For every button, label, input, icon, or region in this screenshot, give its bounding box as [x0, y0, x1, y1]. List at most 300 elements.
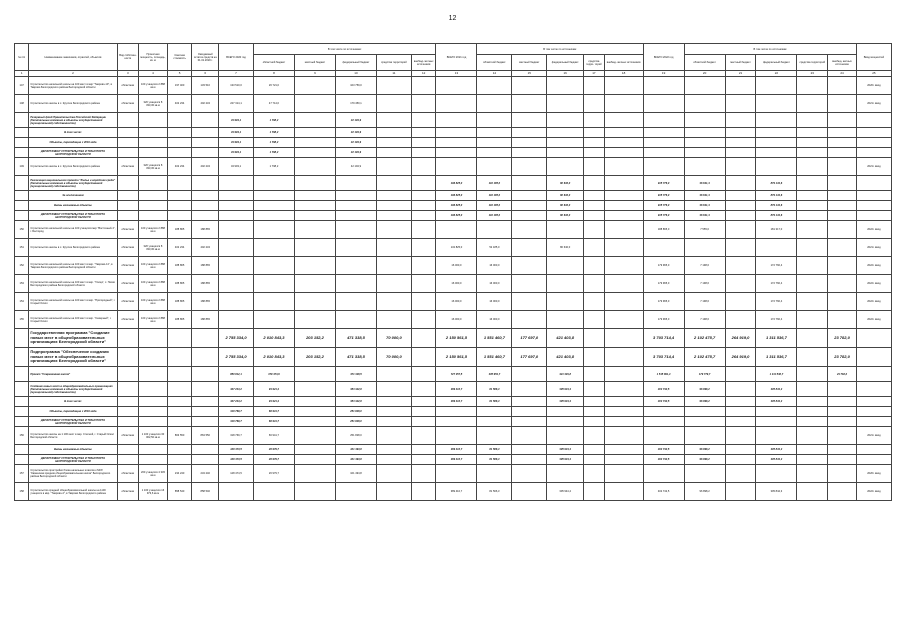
territory-2021-cell: [584, 427, 605, 445]
commissioning-cell: [856, 455, 891, 465]
regional-2021-cell: 81 566,3: [477, 382, 512, 397]
ownership-cell: [117, 348, 139, 367]
commissioning-cell: [856, 445, 891, 455]
expected-balance-cell: [192, 191, 219, 201]
estimated-cost-cell: 197 400: [167, 77, 192, 95]
ownership-cell: областная: [117, 465, 139, 483]
estimated-cost-cell: 188 865: [167, 293, 192, 311]
ownership-cell: [117, 113, 139, 128]
federal-2022-cell: 305 844,3: [756, 455, 797, 465]
regional-2020-cell: [253, 275, 294, 293]
object-name-cell: Строительство начальной школы на 100 мест в мкр. "Пригородный", г. Старый Оскол: [29, 293, 117, 311]
local-2020-cell: [294, 397, 335, 407]
header-extra-2020: внебюд- жетных источников: [411, 55, 436, 71]
territory-2022-cell: [797, 148, 828, 158]
estimated-cost-cell: [167, 211, 192, 221]
table-row: [15, 138, 892, 148]
commissioning-cell: [856, 176, 891, 191]
territory-2022-cell: [797, 221, 828, 239]
territory-2022-cell: [797, 311, 828, 329]
territory-2022-cell: [797, 239, 828, 257]
regional-2021-cell: 81 566,3: [477, 483, 512, 501]
estimated-cost-cell: [167, 191, 192, 201]
extra-2021-cell: [604, 367, 643, 382]
commissioning-cell: [856, 367, 891, 382]
regional-2022-cell: 96 898,2: [684, 483, 725, 501]
local-2020-cell: [294, 427, 335, 445]
local-2020-cell: [294, 95, 335, 113]
table-row: [15, 407, 892, 417]
capacity-cell: 100 учащихся 2 888 кв.м: [139, 221, 168, 239]
extra-2020-cell: [411, 77, 436, 95]
total-2022-cell: 179 965,0: [643, 275, 684, 293]
federal-2021-cell: [547, 465, 584, 483]
regional-2022-cell: 7 555,0: [684, 221, 725, 239]
row-number-cell: 153: [15, 275, 29, 293]
total-2022-cell: 403 742,5: [643, 397, 684, 407]
header-federal-2022: федеральный бюджет: [756, 55, 797, 71]
local-2020-cell: [294, 455, 335, 465]
commissioning-cell: 2022г. ввод: [856, 275, 891, 293]
table-body: [15, 71, 892, 501]
federal-2022-cell: [756, 465, 797, 483]
federal-2021-cell: 305 944,4: [547, 445, 584, 455]
extra-2022-cell: [828, 483, 857, 501]
column-number: 7: [219, 71, 254, 77]
total-2020-cell: [219, 211, 254, 221]
territory-2020-cell: [376, 95, 411, 113]
capacity-cell: [139, 348, 168, 367]
local-2020-cell: [294, 293, 335, 311]
regional-2022-cell: [684, 417, 725, 427]
commissioning-cell: [856, 348, 891, 367]
extra-2021-cell: [604, 148, 643, 158]
local-2022-cell: [725, 275, 756, 293]
extra-2022-cell: [828, 239, 857, 257]
federal-2021-cell: 305 944,4: [547, 455, 584, 465]
extra-2022-cell: [828, 158, 857, 176]
extra-2022-cell: [828, 148, 857, 158]
column-number: 13: [436, 71, 477, 77]
regional-2020-cell: 2 010 843,3: [253, 348, 294, 367]
total-2020-cell: 318 769,7: [219, 417, 254, 427]
extra-2022-cell: [828, 382, 857, 397]
federal-2022-cell: 1 311 536,7: [756, 348, 797, 367]
ownership-cell: областная: [117, 95, 139, 113]
column-number: 4: [139, 71, 168, 77]
regional-2022-cell: [684, 239, 725, 257]
federal-2022-cell: 172 766,4: [756, 311, 797, 329]
capacity-cell: [139, 128, 168, 138]
federal-2021-cell: [547, 293, 584, 311]
federal-2022-cell: [756, 427, 797, 445]
column-number: 16: [547, 71, 584, 77]
local-2021-cell: [512, 257, 547, 275]
local-2020-cell: 203 152,2: [294, 329, 335, 348]
object-name-cell: Вновь начинаемые объекты: [29, 201, 117, 211]
commissioning-cell: 2022г. ввод: [856, 311, 891, 329]
expected-balance-cell: 402 234: [192, 95, 219, 113]
table-row: [15, 191, 892, 201]
federal-2020-cell: 251 828,0: [335, 427, 376, 445]
regional-2022-cell: 36 631,4: [684, 201, 725, 211]
extra-2020-cell: [411, 367, 436, 382]
territory-2020-cell: [376, 445, 411, 455]
expected-balance-cell: 133 510: [192, 77, 219, 95]
capacity-cell: [139, 201, 168, 211]
regional-2022-cell: 7 198,6: [684, 293, 725, 311]
object-name-cell: Строительство школы в с. Круглое Белгородского района: [29, 239, 117, 257]
federal-2020-cell: [335, 211, 376, 221]
territory-2022-cell: [797, 455, 828, 465]
extra-2021-cell: [604, 211, 643, 221]
federal-2020-cell: [335, 176, 376, 191]
expected-balance-cell: [192, 201, 219, 211]
extra-2020-cell: [411, 382, 436, 397]
header-local-2022: местный бюджет: [725, 55, 756, 71]
regional-2020-cell: 93 921,4: [253, 397, 294, 407]
object-name-cell: ДЕПАРТАМЕНТ СТРОИТЕЛЬСТВА И ТРАНСПОРТА БЕЛГОРОДСКОЙ ОБЛАСТИ: [29, 455, 117, 465]
total-2021-cell: [436, 128, 477, 138]
extra-2022-cell: [828, 138, 857, 148]
total-2021-cell: 132 825,0: [436, 239, 477, 257]
extra-2020-cell: [411, 158, 436, 176]
federal-2020-cell: [335, 275, 376, 293]
total-2020-cell: 447 244,2: [219, 382, 254, 397]
federal-2022-cell: 305 844,3: [756, 483, 797, 501]
local-2020-cell: [294, 113, 335, 128]
extra-2021-cell: [604, 257, 643, 275]
territory-2021-cell: [584, 77, 605, 95]
local-2022-cell: [725, 201, 756, 211]
local-2021-cell: [512, 138, 547, 148]
estimated-cost-cell: [167, 407, 192, 417]
capacity-cell: [139, 113, 168, 128]
federal-2021-cell: [547, 275, 584, 293]
regional-2020-cell: 1 798,2: [253, 158, 294, 176]
ownership-cell: [117, 367, 139, 382]
capacity-cell: 200 учащихся 4 345 кв.м: [139, 465, 168, 483]
total-2022-cell: [643, 128, 684, 138]
header-sources-2022: В том числе по источникам:: [684, 44, 856, 55]
local-2020-cell: [294, 417, 335, 427]
expected-balance-cell: 188 865: [192, 275, 219, 293]
column-number: 12: [411, 71, 436, 77]
regional-2020-cell: [253, 201, 294, 211]
total-2021-cell: 2 150 561,5: [436, 329, 477, 348]
federal-2021-cell: [547, 158, 584, 176]
federal-2022-cell: 305 844,3: [756, 445, 797, 455]
header-input: Ввод мощностей: [856, 44, 891, 71]
header-sources-2021: В том числе по источникам:: [477, 44, 643, 55]
territory-2020-cell: [376, 201, 411, 211]
local-2021-cell: 177 697,0: [512, 329, 547, 348]
expected-balance-cell: 188 865: [192, 257, 219, 275]
capacity-cell: 320 учащихся 8 333,30 кв.м: [139, 158, 168, 176]
local-2021-cell: [512, 311, 547, 329]
header-regional-2020: областной бюджет: [253, 55, 294, 71]
object-name-cell: Объекты, переходящие с 2019 года: [29, 138, 117, 148]
total-2022-cell: 915 776,0: [643, 201, 684, 211]
local-2020-cell: 203 152,2: [294, 348, 335, 367]
local-2021-cell: [512, 95, 547, 113]
regional-2021-cell: [477, 113, 512, 128]
total-2022-cell: 403 742,5: [643, 382, 684, 397]
column-number: 19: [643, 71, 684, 77]
local-2020-cell: [294, 201, 335, 211]
territory-2022-cell: [797, 397, 828, 407]
estimated-cost-cell: 188 865: [167, 257, 192, 275]
extra-2021-cell: [604, 239, 643, 257]
total-2021-cell: 389 410,7: [436, 483, 477, 501]
local-2022-cell: [725, 397, 756, 407]
federal-2020-cell: 42 194,9: [335, 128, 376, 138]
extra-2021-cell: [604, 382, 643, 397]
extra-2021-cell: [604, 191, 643, 201]
total-2022-cell: 3 703 714,4: [643, 329, 684, 348]
commissioning-cell: [856, 138, 891, 148]
total-2021-cell: 389 410,7: [436, 397, 477, 407]
table-row: [15, 221, 892, 239]
estimated-cost-cell: [167, 113, 192, 128]
row-number-cell: [15, 138, 29, 148]
table-row: [15, 148, 892, 158]
row-number-cell: [15, 455, 29, 465]
expected-balance-cell: 402 234: [192, 239, 219, 257]
header-local-2020: местный бюджет: [294, 55, 335, 71]
object-name-cell: Вновь начинаемые объекты: [29, 445, 117, 455]
total-2020-cell: [219, 191, 254, 201]
regional-2020-cell: 1 798,2: [253, 113, 294, 128]
row-number-cell: [15, 445, 29, 455]
object-name-cell: ДЕПАРТАМЕНТ СТРОИТЕЛЬСТВА И ТРАНСПОРТА БЕЛГОРОДСКОЙ ОБЛАСТИ: [29, 417, 117, 427]
territory-2021-cell: [584, 191, 605, 201]
regional-2021-cell: 81 566,3: [477, 455, 512, 465]
commissioning-cell: 2020г. ввод: [856, 465, 891, 483]
header-ownership: Вид собствен- ности: [117, 44, 139, 71]
territory-2022-cell: [797, 407, 828, 417]
regional-2022-cell: 2 102 475,7: [684, 329, 725, 348]
table-row: [15, 95, 892, 113]
header-territory-2021: средства терри- торий: [584, 55, 605, 71]
total-2022-cell: 915 776,0: [643, 191, 684, 201]
federal-2022-cell: [756, 148, 797, 158]
ownership-cell: [117, 417, 139, 427]
column-number: 20: [684, 71, 725, 77]
estimated-cost-cell: 402 234: [167, 158, 192, 176]
ownership-cell: [117, 397, 139, 407]
regional-2022-cell: 7 198,6: [684, 311, 725, 329]
federal-2021-cell: 80 640,0: [547, 239, 584, 257]
commissioning-cell: [856, 407, 891, 417]
investment-table: [14, 43, 892, 501]
total-2020-cell: 133 510,0: [219, 77, 254, 95]
federal-2020-cell: 42 194,9: [335, 138, 376, 148]
expected-balance-cell: [192, 397, 219, 407]
local-2022-cell: [725, 148, 756, 158]
territory-2022-cell: [797, 191, 828, 201]
extra-2021-cell: [604, 138, 643, 148]
local-2021-cell: [512, 293, 547, 311]
territory-2021-cell: [584, 329, 605, 348]
regional-2020-cell: [253, 176, 294, 191]
territory-2022-cell: [797, 427, 828, 445]
territory-2020-cell: [376, 483, 411, 501]
column-number: 24: [828, 71, 857, 77]
territory-2022-cell: [797, 382, 828, 397]
total-2020-cell: 43 993,1: [219, 128, 254, 138]
total-2022-cell: [643, 417, 684, 427]
estimated-cost-cell: 402 234: [167, 95, 192, 113]
local-2022-cell: [725, 257, 756, 275]
commissioning-cell: 2022г. ввод: [856, 293, 891, 311]
federal-2020-cell: [335, 257, 376, 275]
estimated-cost-cell: [167, 329, 192, 348]
federal-2020-cell: 103 759,0: [335, 77, 376, 95]
regional-2022-cell: 179 779,7: [684, 367, 725, 382]
extra-2021-cell: [604, 427, 643, 445]
total-2022-cell: [643, 138, 684, 148]
ownership-cell: областная: [117, 293, 139, 311]
federal-2021-cell: [547, 77, 584, 95]
expected-balance-cell: 858 540: [192, 483, 219, 501]
table-row: [15, 348, 892, 367]
total-2020-cell: [219, 176, 254, 191]
capacity-cell: [139, 455, 168, 465]
ownership-cell: [117, 176, 139, 191]
total-2022-cell: [643, 113, 684, 128]
regional-2020-cell: [253, 191, 294, 201]
extra-2021-cell: [604, 455, 643, 465]
regional-2020-cell: 1 798,2: [253, 128, 294, 138]
federal-2020-cell: 42 194,9: [335, 113, 376, 128]
capacity-cell: [139, 445, 168, 455]
local-2020-cell: [294, 445, 335, 455]
regional-2020-cell: 26 721,0: [253, 77, 294, 95]
territory-2020-cell: [376, 465, 411, 483]
column-number: 5: [167, 71, 192, 77]
total-2022-cell: [643, 148, 684, 158]
object-name-cell: В том числе:: [29, 128, 117, 138]
territory-2021-cell: [584, 417, 605, 427]
territory-2020-cell: [376, 239, 411, 257]
federal-2020-cell: [335, 221, 376, 239]
regional-2020-cell: 379 473,6: [253, 367, 294, 382]
local-2022-cell: [725, 77, 756, 95]
regional-2022-cell: [684, 465, 725, 483]
territory-2020-cell: [376, 397, 411, 407]
ownership-cell: областная: [117, 77, 139, 95]
total-2020-cell: 128 474,5: [219, 465, 254, 483]
federal-2022-cell: [756, 417, 797, 427]
row-number-cell: 158: [15, 483, 29, 501]
extra-2020-cell: [411, 348, 436, 367]
territory-2022-cell: [797, 113, 828, 128]
row-number-cell: [15, 128, 29, 138]
extra-2021-cell: [604, 176, 643, 191]
total-2020-cell: 2 755 334,0: [219, 348, 254, 367]
expected-balance-cell: [192, 113, 219, 128]
total-2022-cell: 1 515 891,4: [643, 367, 684, 382]
extra-2020-cell: [411, 483, 436, 501]
ownership-cell: [117, 455, 139, 465]
estimated-cost-cell: 234 240: [167, 465, 192, 483]
ownership-cell: областная: [117, 275, 139, 293]
column-number: 10: [335, 71, 376, 77]
territory-2021-cell: [584, 176, 605, 191]
row-number-cell: [15, 191, 29, 201]
extra-2022-cell: [828, 113, 857, 128]
commissioning-cell: [856, 397, 891, 407]
total-2020-cell: 43 993,1: [219, 138, 254, 148]
extra-2022-cell: [828, 77, 857, 95]
federal-2021-cell: [547, 138, 584, 148]
regional-2021-cell: 1 551 460,7: [477, 348, 512, 367]
row-number-cell: 155: [15, 311, 29, 329]
regional-2022-cell: 7 198,6: [684, 275, 725, 293]
column-number: 9: [294, 71, 335, 77]
page-number: 12: [448, 15, 457, 22]
capacity-cell: 100 учащихся 2 888 кв.м: [139, 77, 168, 95]
extra-2020-cell: [411, 397, 436, 407]
total-2020-cell: [219, 221, 254, 239]
local-2022-cell: [725, 176, 756, 191]
table-row: [15, 483, 892, 501]
regional-2021-cell: [477, 417, 512, 427]
commissioning-cell: 2021г. ввод: [856, 158, 891, 176]
total-2021-cell: [436, 221, 477, 239]
regional-2022-cell: 36 631,4: [684, 176, 725, 191]
total-2020-cell: [219, 483, 254, 501]
federal-2020-cell: 251 828,0: [335, 417, 376, 427]
extra-2020-cell: [411, 445, 436, 455]
territory-2020-cell: [376, 455, 411, 465]
expected-balance-cell: [192, 455, 219, 465]
regional-2021-cell: [477, 77, 512, 95]
territory-2022-cell: [797, 348, 828, 367]
federal-2021-cell: 80 640,0: [547, 211, 584, 221]
expected-balance-cell: [192, 148, 219, 158]
regional-2021-cell: 16 000,0: [477, 311, 512, 329]
expected-balance-cell: [192, 329, 219, 348]
expected-balance-cell: [192, 417, 219, 427]
regional-2020-cell: [253, 293, 294, 311]
header-extra-2021: внебюд- жетных источников: [604, 55, 643, 71]
regional-2020-cell: 66 941,7: [253, 417, 294, 427]
regional-2022-cell: 96 898,2: [684, 397, 725, 407]
total-2020-cell: 318 769,7: [219, 407, 254, 417]
territory-2021-cell: [584, 148, 605, 158]
local-2020-cell: [294, 128, 335, 138]
federal-2021-cell: 421 403,8: [547, 348, 584, 367]
table-row: [15, 427, 892, 445]
header-name: Наименование заказчиков, отраслей, объектов: [29, 44, 117, 71]
federal-2021-cell: [547, 407, 584, 417]
capacity-cell: 100 учащихся 2 888 кв.м: [139, 275, 168, 293]
territory-2020-cell: [376, 367, 411, 382]
total-2021-cell: 16 000,0: [436, 293, 477, 311]
territory-2020-cell: 70 000,0: [376, 348, 411, 367]
territory-2020-cell: [376, 293, 411, 311]
total-2021-cell: [436, 465, 477, 483]
ownership-cell: [117, 407, 139, 417]
local-2021-cell: 177 697,0: [512, 348, 547, 367]
extra-2020-cell: [411, 128, 436, 138]
local-2021-cell: [512, 158, 547, 176]
territory-2021-cell: [584, 113, 605, 128]
local-2020-cell: [294, 483, 335, 501]
federal-2020-cell: 471 338,5: [335, 348, 376, 367]
